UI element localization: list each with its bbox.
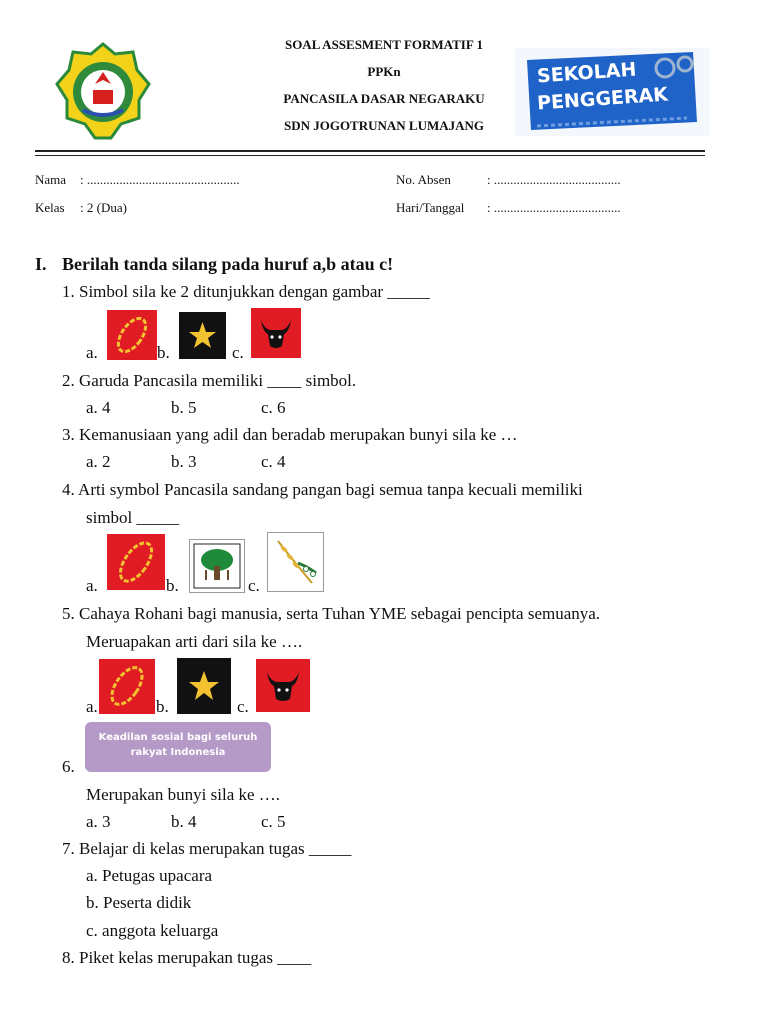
header-subject: PPKn (367, 64, 401, 79)
q5-option-b-letter[interactable]: b. (156, 697, 169, 716)
q4-option-b-banyan-symbol[interactable] (189, 539, 245, 593)
q1-option-a-letter[interactable]: a. (86, 343, 98, 362)
q6-option-c[interactable]: c. 5 (261, 812, 286, 831)
section-number: I. (35, 254, 47, 274)
q4-option-a-chain-symbol[interactable] (107, 534, 165, 590)
badge-text-1: SEKOLAH (536, 58, 638, 88)
q6-sila-card (85, 722, 271, 772)
header-rule-thin (35, 155, 705, 156)
q3-option-a[interactable]: a. 2 (86, 452, 111, 471)
q7-option-c[interactable]: c. anggota keluarga (86, 921, 219, 940)
q1-option-b-star-symbol[interactable] (179, 312, 226, 359)
q5-option-c-bull-symbol[interactable] (256, 659, 310, 712)
q5-option-a-letter[interactable]: a. (86, 697, 98, 716)
question-1: 1. Simbol sila ke 2 ditunjukkan dengan gambar _____ (62, 282, 430, 301)
header-school: SDN JOGOTRUNAN LUMAJANG (283, 118, 485, 133)
q5-option-b-star-symbol[interactable] (177, 658, 231, 714)
q5-option-c-letter[interactable]: c. (237, 697, 249, 716)
q7-option-b[interactable]: b. Peserta didik (86, 893, 192, 912)
q5-option-a-chain-symbol[interactable] (99, 659, 155, 714)
question-3: 3. Kemanusiaan yang adil dan beradab merupakan bunyi sila ke … (62, 425, 518, 444)
nama-label: Nama (35, 172, 67, 187)
nama-field[interactable]: : ............................................... (80, 172, 240, 187)
q2-option-c[interactable]: c. 6 (261, 398, 286, 417)
question-2: 2. Garuda Pancasila memiliki ____ simbol. (62, 371, 357, 390)
question-6-number: 6. (62, 757, 75, 776)
rice-cotton-icon (268, 533, 323, 591)
question-8: 8. Piket kelas merupakan tugas ____ (62, 948, 312, 967)
q1-option-c-bull-symbol[interactable] (251, 308, 301, 358)
q2-option-b[interactable]: b. 5 (171, 398, 197, 417)
q2-option-a[interactable]: a. 4 (86, 398, 111, 417)
q7-option-a[interactable]: a. Petugas upacara (86, 866, 213, 885)
header-topic: PANCASILA DASAR NEGARAKU (283, 91, 485, 106)
badge-text-2: PENGGERAK (536, 83, 669, 115)
q6-card-line-2: rakyat Indonesia (130, 747, 226, 758)
absen-label: No. Absen (396, 172, 451, 187)
star-icon (177, 658, 231, 714)
kelas-label: Kelas (35, 200, 65, 215)
kelas-value: : 2 (Dua) (80, 200, 127, 215)
q4-option-b-letter[interactable]: b. (166, 576, 179, 595)
hari-label: Hari/Tanggal (396, 200, 465, 215)
q1-option-b-letter[interactable]: b. (157, 343, 170, 362)
question-4-cont: simbol _____ (86, 508, 180, 527)
question-4: 4. Arti symbol Pancasila sandang pangan bagi semua tanpa kecuali memiliki (62, 480, 583, 499)
chain-icon (99, 659, 155, 714)
q1-option-c-letter[interactable]: c. (232, 343, 244, 362)
header-rule (35, 150, 705, 152)
question-5: 5. Cahaya Rohani bagi manusia, serta Tuhan YME sebagai pencipta semuanya. (62, 604, 601, 623)
chain-icon (107, 310, 157, 360)
q3-option-c[interactable]: c. 4 (261, 452, 286, 471)
bull-head-icon (251, 308, 301, 358)
q4-option-c-rice-cotton-symbol[interactable] (267, 532, 324, 592)
absen-field[interactable]: : ....................................... (487, 172, 621, 187)
chain-icon (107, 534, 165, 590)
q4-option-a-letter[interactable]: a. (86, 576, 98, 595)
q6-option-b[interactable]: b. 4 (171, 812, 197, 831)
sekolah-penggerak-badge (515, 48, 710, 136)
bull-head-icon (256, 659, 310, 712)
q3-option-b[interactable]: b. 3 (171, 452, 197, 471)
question-7: 7. Belajar di kelas merupakan tugas _____ (62, 839, 352, 858)
hari-field[interactable]: : ....................................... (487, 200, 621, 215)
q6-card-line-1: Keadilan sosial bagi seluruh (98, 732, 258, 743)
star-icon (179, 312, 226, 359)
q1-option-a-chain-symbol[interactable] (107, 310, 157, 360)
section-title: Berilah tanda silang pada huruf a,b atau c! (62, 254, 394, 274)
q6-option-a[interactable]: a. 3 (86, 812, 111, 831)
q4-option-c-letter[interactable]: c. (248, 576, 260, 595)
banyan-tree-icon (190, 540, 244, 592)
header-title: SOAL ASSESMENT FORMATIF 1 (284, 37, 484, 52)
question-5-cont: Meruapakan arti dari sila ke …. (86, 632, 303, 651)
question-6: Merupakan bunyi sila ke …. (86, 785, 281, 804)
